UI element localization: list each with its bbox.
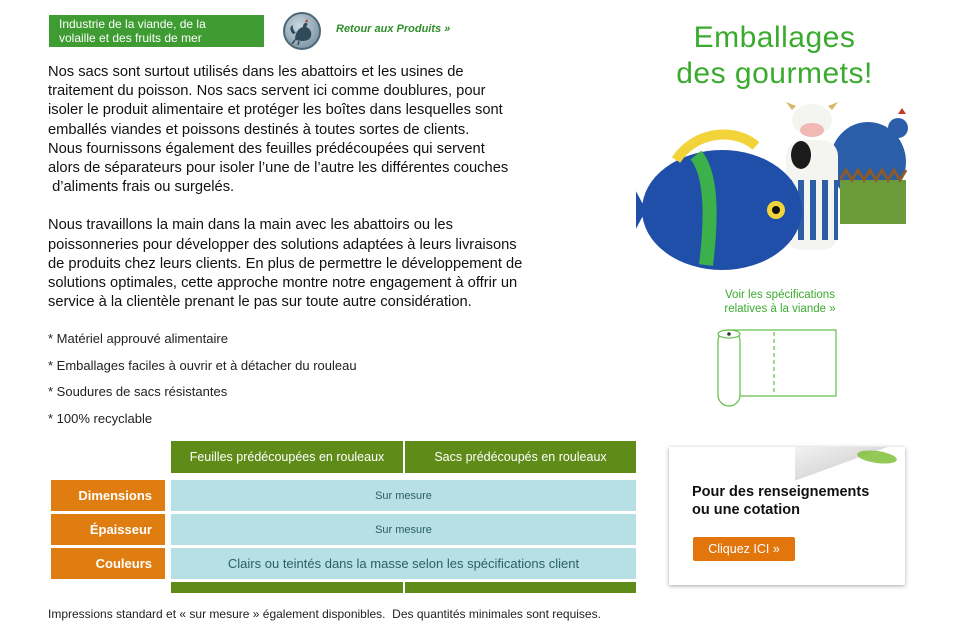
spec-link-line-1: Voir les spécifications: [725, 289, 835, 301]
feature-item: * 100% recyclable: [48, 410, 153, 426]
intro-line: d’aliments frais ou surgelés.: [48, 179, 235, 196]
row-value-thickness: Sur mesure: [171, 514, 636, 545]
intro-line: solutions optimales, cette approche montre notre engagement à offrir un: [48, 275, 518, 292]
category-line-1: Industrie de la viande, de la: [59, 17, 206, 31]
table-header-bags: Sacs prédécoupés en rouleaux: [405, 441, 636, 473]
category-line-2: volaille et des fruits de mer: [59, 31, 202, 45]
feature-item: * Matériel approuvé alimentaire: [48, 331, 228, 346]
intro-line: service à la clientèle prenant le pas sur toute autre considération.: [48, 294, 472, 311]
quote-line-2: ou une cotation: [692, 502, 800, 518]
roll-icon: [716, 326, 842, 410]
intro-text: [48, 63, 633, 312]
feature-item: * Emballages faciles à ouvrir et à détacher du rouleau: [48, 357, 357, 373]
row-label-dimensions: Dimensions: [51, 480, 165, 511]
quote-card: [669, 447, 905, 585]
headline: [652, 20, 897, 92]
footnote: Impressions standard et « sur mesure » également disponibles. Des quantités minimales sont requises.: [48, 607, 601, 621]
rooster-icon[interactable]: [283, 12, 321, 50]
row-value-dimensions: Sur mesure: [171, 480, 636, 511]
headline-line-2: des gourmets!: [676, 57, 873, 90]
click-here-button[interactable]: Cliquez ICI »: [693, 537, 795, 561]
intro-line: emballés viandes et poissons destinés à toutes sortes de clients.: [48, 121, 470, 138]
spec-link-line-2: relatives à la viande »: [724, 303, 836, 315]
intro-line: Nous travaillons la main dans la main avec les abattoirs ou les: [48, 217, 453, 234]
intro-paragraph-2: [48, 216, 633, 312]
table-footer-bar: [405, 582, 636, 593]
table-header-sheets: Feuilles prédécoupées en rouleaux: [171, 441, 403, 473]
row-label-colors: Couleurs: [51, 548, 165, 579]
quote-line-1: Pour des renseignements: [692, 484, 870, 500]
product-photo: [636, 100, 912, 280]
quote-title: [692, 483, 897, 519]
category-badge: [49, 15, 264, 47]
intro-line: poissonneries pour développer des solutions adaptées à leurs livraisons: [48, 236, 517, 253]
table-footer-bar: [171, 582, 403, 593]
intro-line: Nous fournissons également des feuilles prédécoupées qui servent: [48, 140, 485, 157]
feature-list: [48, 330, 357, 436]
back-to-products-link[interactable]: Retour aux Produits »: [336, 23, 451, 35]
intro-line: isoler le produit alimentaire et protéger les boîtes dans lesquelles sont: [48, 102, 503, 119]
row-value-colors: Clairs ou teintés dans la masse selon les spécifications client: [171, 548, 636, 579]
intro-line: de produits chez leurs clients. En plus de permettre le développement de: [48, 255, 523, 272]
intro-line: Nos sacs sont surtout utilisés dans les abattoirs et les usines de: [48, 64, 464, 80]
feature-item: * Soudures de sacs résistantes: [48, 384, 228, 399]
intro-line: alors de séparateurs pour isoler l’une de l’autre les différentes couches: [48, 160, 509, 177]
intro-line: traitement du poisson. Nos sacs servent ici comme doublures, pour: [48, 83, 486, 100]
headline-line-1: Emballages: [693, 21, 856, 54]
row-label-thickness: Épaisseur: [51, 514, 165, 545]
spec-table: [49, 441, 637, 593]
page-curl-decoration: [795, 447, 905, 481]
intro-paragraph-1: [48, 63, 633, 197]
meat-specs-link[interactable]: [680, 288, 880, 316]
